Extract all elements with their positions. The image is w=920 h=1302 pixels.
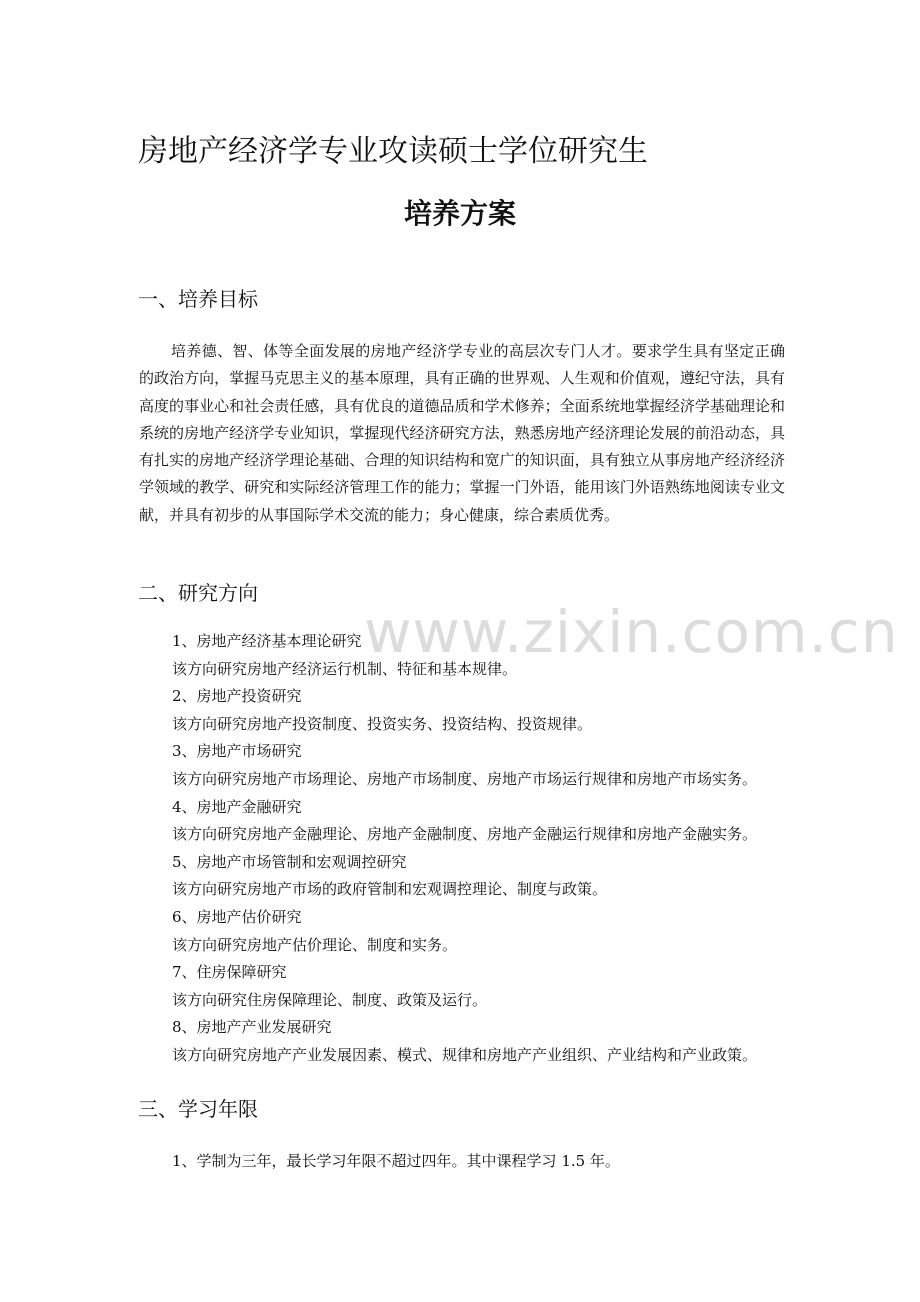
section-heading-goals: 一、培养目标 [138,287,258,311]
direction-title: 7、住房保障研究 [172,963,287,982]
goals-paragraph: 培养德、智、体等全面发展的房地产经济学专业的高层次专门人才。要求学生具有坚定正确的政治方向，掌握马克思主义的基本原理，具有正确的世界观、人生观和价值观，遵纪守法，具有高度的事业心和社会责任感，具有优良的道德品质和学术修养；全面系统地掌握经济学基础理论和系统的房地产经济学专业知识，掌握现代经济研究方法，熟悉房地产经济理论发展的前沿动态，具有扎实的房地产经济学理论基础、合理的知识结构和宽广的知识面，具有独立从事房地产经济经济学领域的教学、研究和实际经济管理工作的能力；掌握一门外语，能用该门外语熟练地阅读专业文献，并具有初步的从事国际学术交流的能力；身心健康，综合素质优秀。 [139,342,785,524]
direction-description: 该方向研究房地产金融理论、房地产金融制度、房地产金融运行规律和房地产金融实务。 [172,825,758,844]
direction-title: 8、房地产产业发展研究 [172,1018,332,1037]
directions-list [172,628,792,1070]
direction-title: 2、房地产投资研究 [172,687,302,706]
list-item [172,1014,792,1069]
section-heading-duration: 三、学习年限 [138,1097,258,1121]
direction-description: 该方向研究房地产产业发展因素、模式、规律和房地产产业组织、产业结构和产业政策。 [172,1045,758,1064]
list-item [172,959,792,1014]
list-item [172,628,792,683]
direction-title: 3、房地产市场研究 [172,742,302,761]
direction-description: 该方向研究住房保障理论、制度、政策及运行。 [172,990,488,1009]
direction-title: 6、房地产估价研究 [172,907,302,926]
list-item [172,904,792,959]
list-item [172,683,792,738]
direction-title: 5、房地产市场管制和宏观调控研究 [172,852,407,871]
list-item [172,738,792,793]
direction-title: 4、房地产金融研究 [172,797,302,816]
watermark: www.zixin.com.cn [364,598,899,666]
document-subtitle: 培养方案 [403,197,516,230]
document-title: 房地产经济学专业攻读硕士学位研究生 [138,134,648,169]
duration-item: 1、学制为三年，最长学习年限不超过四年。其中课程学习 1.5 年。 [172,1152,620,1170]
list-item [172,849,792,904]
direction-description: 该方向研究房地产市场理论、房地产市场制度、房地产市场运行规律和房地产市场实务。 [172,769,758,788]
direction-description: 该方向研究房地产经济运行机制、特征和基本规律。 [172,659,518,678]
direction-description: 该方向研究房地产市场的政府管制和宏观调控理论、制度与政策。 [172,880,608,899]
direction-description: 该方向研究房地产估价理论、制度和实务。 [172,935,458,954]
direction-title: 1、房地产经济基本理论研究 [172,632,362,650]
section-heading-directions: 二、研究方向 [138,581,258,605]
direction-description: 该方向研究房地产投资制度、投资实务、投资结构、投资规律。 [172,714,593,733]
list-item [172,794,792,849]
